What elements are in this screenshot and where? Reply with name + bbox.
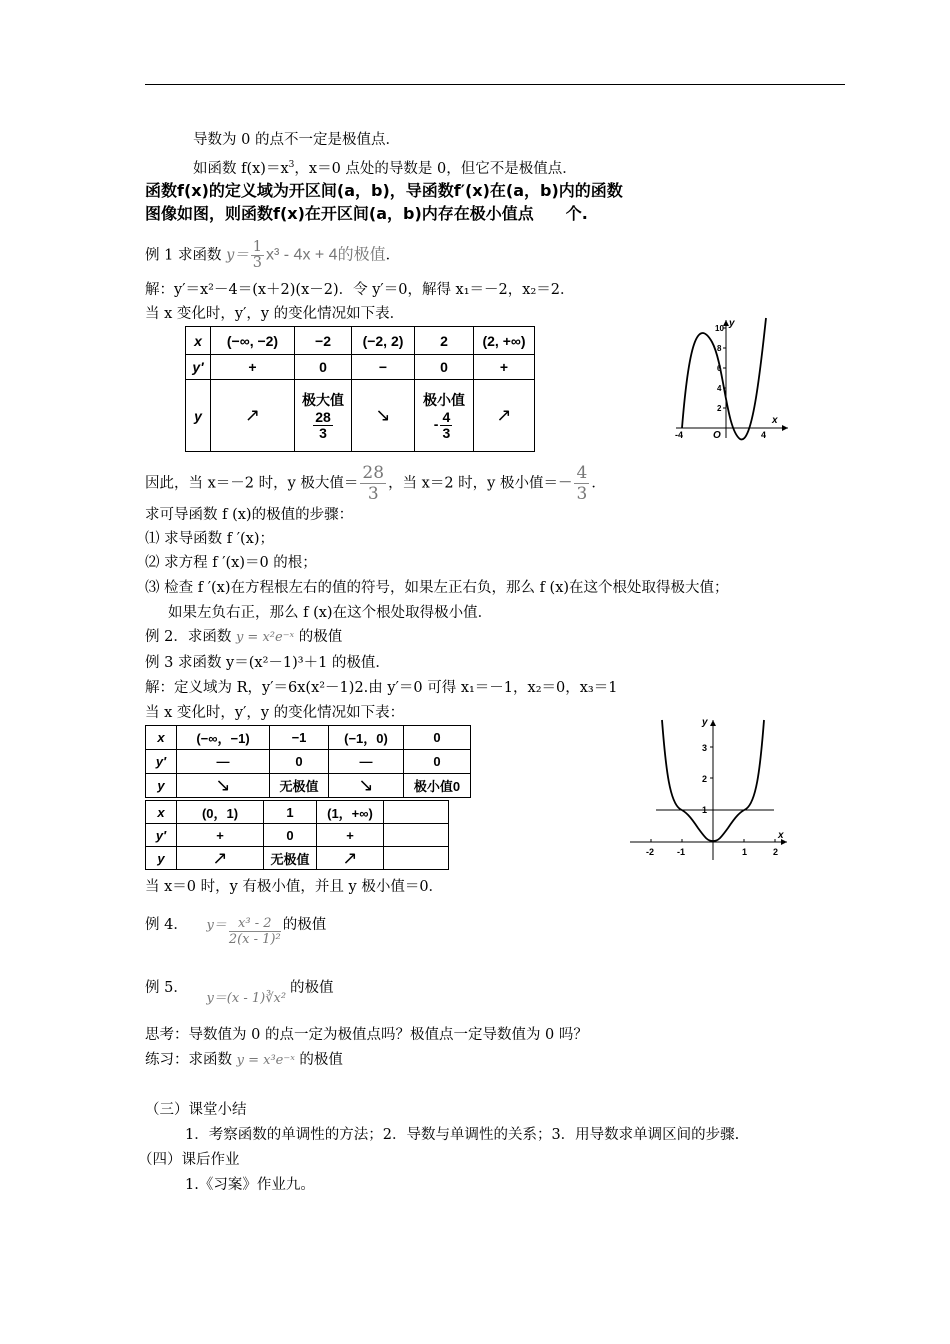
example3-table-2: x (0，1) 1 (1，+∞) y′ + 0 + y ↗ 无极值 ↗ — [145, 800, 449, 870]
cubic-function-graph — [668, 314, 798, 444]
practice: 练习：求函数 y = x³e⁻ˣ 的极值 — [145, 1052, 343, 1068]
x-tick-4: 4 — [761, 430, 767, 440]
x-axis-label: x — [778, 830, 784, 841]
min-value-cell: 极小值 - $\frac{4}{3}$ — [415, 380, 474, 452]
intro-line1: 导数为 0 的点不一定是极值点． — [193, 132, 400, 148]
y-tick-6: 6 — [717, 364, 722, 373]
example3-title: 例 3 求函数 y＝(x²－1)³＋1 的极值． — [145, 655, 390, 671]
y-tick-2: 2 — [702, 774, 708, 784]
origin-label: O — [713, 430, 721, 441]
x-tick-neg4: -4 — [675, 430, 684, 440]
example3-solution: 解：定义域为 R，y′＝6x(x²－1)2.由 y′＝0 可得 x₁＝－1，x₂＝0，x₃＝1 — [145, 680, 618, 696]
homework-text: 1.《习案》作业九。 — [185, 1177, 315, 1193]
example1-conclusion: 因此，当 x＝－2 时，y 极大值＝ $\frac{28}{3}$ ，当 x＝2 时，y 极小值＝－ $\frac{4}{3}$ ． — [145, 463, 606, 504]
think-question: 思考：导数值为 0 的点一定为极值点吗？极值点一定导数值为 0 吗？ — [145, 1027, 588, 1043]
intro-line2: 如函数 $f(x)=x^3$，x＝0 点处的导数是 0，但它不是极值点． — [193, 160, 577, 177]
example1-table-intro: 当 x 变化时，y′，y 的变化情况如下表． — [145, 306, 405, 322]
example3-conclusion: 当 x＝0 时，y 有极小值，并且 y 极小值＝0． — [145, 879, 444, 895]
y-tick-8: 8 — [717, 344, 722, 353]
y-tick-1: 1 — [702, 805, 708, 815]
y-tick-10: 10 — [715, 324, 724, 333]
step-3-continued: 如果左负右正，那么 f (x)在这个根处取得极小值． — [168, 605, 493, 621]
example5: 例 5． y＝(x - 1)∛x²的极值 — [145, 980, 334, 1006]
steps-title: 求可导函数 f (x)的极值的步骤： — [145, 507, 354, 523]
increasing-arrow-icon: ↗ — [317, 847, 384, 870]
example1-table: x (−∞, −2) −2 (−2, 2) 2 (2, +∞) y′ + 0 − 0 + y ↗ 极大值 $\frac{28}{3}$ ↘ 极小值 - $\frac{4}{3}$ ↗ — [185, 326, 535, 452]
example4: 例 4． y＝ $\frac{\text{x³ - 2}}{\text{2(x - 1)²}}$ 的极值 — [145, 916, 327, 947]
header-rule — [145, 84, 845, 85]
y-axis-label: y — [702, 717, 708, 728]
x-axis-label: x — [772, 415, 778, 426]
step-1: ⑴ 求导函数 f ′(x)； — [145, 531, 274, 547]
summary-title: （三）课堂小结 — [145, 1102, 247, 1118]
max-value-cell: 极大值 $\frac{28}{3}$ — [295, 380, 352, 452]
x-tick-1: 1 — [742, 847, 748, 857]
homework-title: （四）课后作业 — [138, 1152, 240, 1168]
increasing-arrow-icon: ↗ — [211, 380, 295, 452]
increasing-arrow-icon: ↗ — [177, 847, 264, 870]
example1-title: 例 1 求函数 y＝ $\frac{1}{3}$ x³ - 4x + 4的极值． — [145, 239, 401, 271]
example2: 例 2．求函数 y = x²e⁻ˣ 的极值 — [145, 629, 343, 645]
example3-table-intro: 当 x 变化时，y′，y 的变化情况如下表： — [145, 705, 405, 721]
step-3: ⑶ 检查 f ′(x)在方程根左右的值的符号，如果左正右负，那么 f (x)在这个根处取得极大值； — [145, 580, 729, 596]
sextic-function-graph — [622, 712, 792, 862]
x-tick-2: 2 — [773, 847, 779, 857]
x-tick-neg1: -1 — [677, 847, 686, 857]
summary-text: 1．考察函数的单调性的方法；2．导数与单调性的关系；3．用导数求单调区间的步骤. — [185, 1127, 740, 1143]
increasing-arrow-icon: ↗ — [474, 380, 535, 452]
question-line2: 图像如图，则函数f(x)在开区间(a，b)内存在极小值点 个. — [145, 204, 588, 223]
y-axis-label: y — [729, 318, 735, 329]
y-tick-3: 3 — [702, 743, 708, 753]
decreasing-arrow-icon: ↘ — [352, 380, 415, 452]
decreasing-arrow-icon: ↘ — [177, 774, 270, 798]
question-line1: 函数f(x)的定义域为开区间(a，b)，导函数f′(x)在(a，b)内的函数 — [145, 181, 623, 200]
y-tick-4: 4 — [717, 384, 722, 393]
decreasing-arrow-icon: ↘ — [329, 774, 404, 798]
step-2: ⑵ 求方程 f ′(x)＝0 的根； — [145, 555, 317, 571]
example3-table-1: x (−∞，−1) −1 (−1，0) 0 y′ — 0 — 0 y ↘ 无极值 ↘ 极小值0 — [145, 725, 471, 798]
x-tick-neg2: -2 — [646, 847, 655, 857]
y-tick-2: 2 — [717, 404, 722, 413]
example1-solution: 解：y′＝x²－4＝(x＋2)(x－2)．令 y′＝0，解得 x₁＝－2，x₂＝2． — [145, 282, 575, 298]
